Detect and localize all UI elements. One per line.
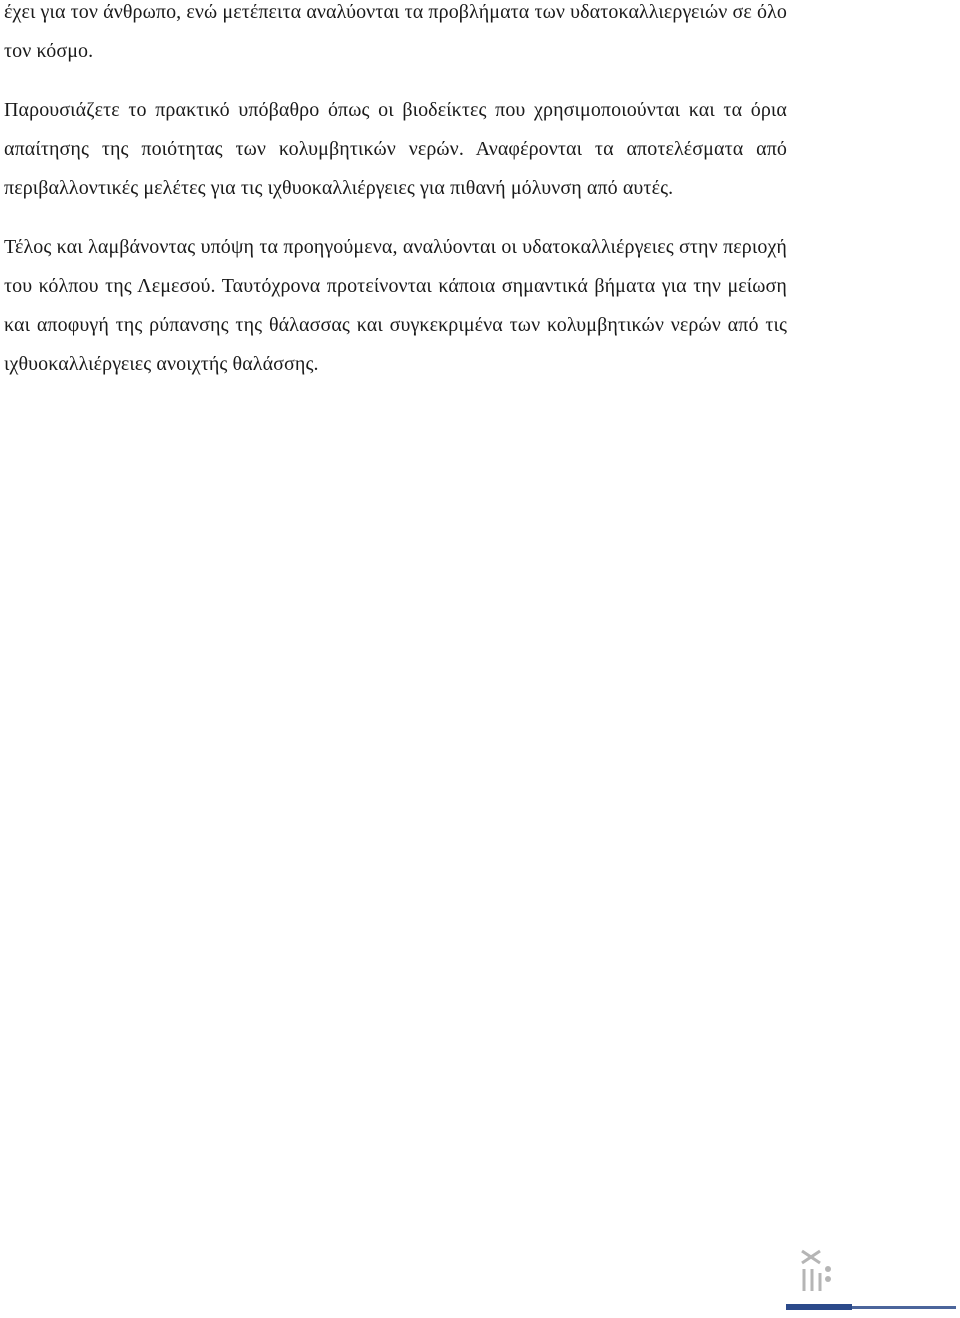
- paragraph-conclusion: Τέλος και λαμβάνοντας υπόψη τα προηγούμενα, αναλύονται οι υδατοκαλλιέργειες στην περιοχή του κόλπου της Λεμεσού. Ταυτόχρονα προτείνονται κάποια σημαντικά βήματα για την μείωση και αποφυγή της ρύπανσης της θάλασσας και συγκεκριμένα των κολυμβητικών νερών από τις ιχθυοκαλλιέργειες ανοιχτής θαλάσσης.: [4, 236, 787, 375]
- document-body: [4, 0, 787, 404]
- paragraph-practical-background: Παρουσιάζετε το πρακτικό υπόβαθρο όπως οι βιοδείκτες που χρησιμοποιούνται και τα όρια απαίτησης της ποιότητας των κολυμβητικών νερών. Αναφέρονται τα αποτελέσματα από περιβαλλοντικές μελέτες για τις ιχθυοκαλλιέργειες για πιθανή μόλυνση από αυτές.: [4, 99, 787, 199]
- footer-rule-line: [852, 1306, 956, 1309]
- university-logo-icon: [798, 1247, 834, 1295]
- footer-accent-bar: [786, 1304, 852, 1310]
- paragraph-intro-continuation: έχει για τον άνθρωπο, ενώ μετέπειτα αναλύονται τα προβλήματα των υδατοκαλλιεργειών σε όλο τον κόσμο.: [4, 1, 788, 62]
